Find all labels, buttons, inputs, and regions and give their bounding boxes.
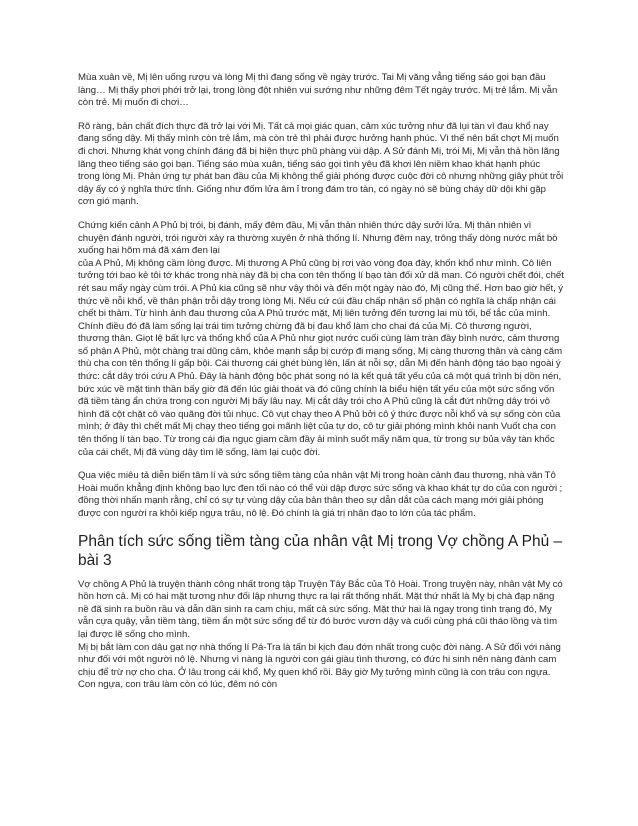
section-heading: Phân tích sức sống tiềm tàng của nhân vật Mị trong Vợ chồng A Phủ – bài 3 xyxy=(78,532,563,569)
document-page xyxy=(78,72,564,703)
paragraph-4: Qua việc miêu tả diễn biến tâm lí và sức sống tiềm tàng của nhân vật Mị trong hoàn cảnh đau thương, nhà văn Tô Hoài muốn khẳng định không bạo lực đen tối nào có thể vùi dập được sức sống và khao khát tự do của con người ; đồng thời nhấn mạnh rằng, chỉ có sự tự vùng dậy của bản thân theo sự dẫn dắt của cách mạng mới giải phóng được con người ra khỏi kiếp ngựa trâu, nô lệ. Đó chính là giá trị nhân đạo to lớn của tác phẩm. xyxy=(78,470,563,519)
paragraph-3: Chứng kiến cảnh A Phủ bị trói, bị đánh, mấy đêm đầu, Mị vẫn thản nhiên thức dậy sưởi lửa. Mị thản nhiên vì chuyện đánh người, trói người xảy ra thường xuyên ở nhà thống lí. Nhưng đêm nay, trông thấy dòng nước mắt bò xuống hai hõm má đã xám đen lại của A Phủ, Mị không cầm lòng được. Mị thương A Phủ cũng bị rơi vào vòng đọa đày, khốn khổ như mình. Cô liên tưởng tới bao kẻ tôi tớ khác trong nhà này đã bị cha con tên thống lí bạo tàn đối xử dã man. Có người chết đói, chết rét sau mấy ngày cùm trói. A Phủ kia cũng sẽ như vậy thôi và đến một ngày nào đó, Mị cũng thế. Hơn bao giờ hết, ý thức về nỗi khổ, về thân phận trỗi dậy trong lòng Mị. Nếu cứ cúi đầu chấp nhận số phận có nghĩa là chấp nhận cái chết bi thảm. Từ hình ảnh đau thương của A Phủ trước mặt, Mị liên tưởng đến tương lai mù tối, bế tắc của mình. Chính điều đó đã làm sống lại trái tim tưởng chừng đã bị đau khổ làm cho chai đá của Mị. Cô thương người, thương thân. Giọt lệ bất lực và thống khổ của A Phủ như giọt nước cuối cùng làm tràn đầy bình nước, cảm thương số phận A Phủ, một chàng trai dũng cảm, khỏe mạnh sắp bị cướp đi mạng sống, Mị càng thương thân và càng căm thù cha con tên thống lí gấp bội. Cái thương cái ghét bùng lên, lấn át nỗi sợ, dẫn Mị đến hành động táo bạo ngoài ý thức: cắt dây trói cứu A Phủ. Đây là hành động bộc phát song nó là kết quả tất yếu của cả một quá trình bị dồn nén, bức xúc về mặt tinh thần bấy giờ đã đến lúc giải thoát và đó cũng chính là biểu hiện tất yếu của một sức sống vốn đã tiềm tàng ẩn chứa trong con người Mị bấy lâu nay. Mị cắt dây trói cho A Phủ cũng là cắt đứt những dây trói vô hình đã cột chặt cô vào quãng đời tủi nhục. Cô vụt chạy theo A Phủ bởi cô ý thức được nỗi khổ và sự sống còn của mình; ở đây thì chết mất Mị chạy theo tiếng gọi mãnh liệt của tự do, cô tự giải phóng mình khỏi nanh Vuốt cha con tên thống lí tàn bạo. Từ trong cái địa ngục giam cầm đầy ải mình suốt mấy năm qua, từ trong sự bủa vây tàn khốc của cái chết, Mị đã vùng dậy tìm lẽ sống, làm lại cuộc đời. xyxy=(78,219,564,458)
paragraph-1: Mùa xuân về, Mị lên uống rượu và lòng Mị thì đang sống về ngày trước. Tai Mị văng vẳng tiếng sáo gọi bạn đầu làng… Mị thấy phơi phới trở lại, trong lòng đột nhiên vui sướng như những đêm Tết ngày trước. Mị trẻ lắm. Mị vẫn còn trẻ. Mị muốn đi chơi… xyxy=(78,72,558,109)
paragraph-5: Vợ chồng A Phủ là truyện thành công nhất trong tập Truyện Tây Bắc của Tô Hoài. Trong truyện này, nhân vật Mỵ có hồn hơn cả. Mị có hai mặt tương như đối lập nhưng thực ra lại rất thống nhất. Mặt thứ nhất là Mỵ bị chà đạp nặng nề đã sinh ra buồn rầu và dẫn dần sinh ra cam chịu, mất cả sức sống. Mặt thứ hai là ngay trong tình trạng đó, Mỵ vẫn cựa quậy, vẫn tiềm tàng, tiềm ẩn một sức sống để từ đó bước vươn dậy và cuối cùng phá cũi tháo lồng và tìm lại được lẽ sống cho mình. Mị bị bắt làm con dâu gạt nợ nhà thống lí Pá-Tra là tấn bi kịch đau đớn nhất trong cuộc đời nàng. A Sử đối với nàng như đối với một người nô lệ. Nhưng vì nàng là người con gái giàu tình thương, có đức hi sinh nên nàng đành cam chịu để trừ nợ cho cha. Ở lâu trong cái khổ, Mỵ quen khổ rồi. Bây giờ Mỵ tưởng mình cũng là con trâu con ngựa. Con ngựa, con trâu làm còn có lúc, đêm nó còn xyxy=(78,578,563,691)
paragraph-2: Rõ ràng, bản chất đích thực đã trở lại với Mị. Tất cả mọi giác quan, cảm xúc tưởng như đã lụi tàn vì đau khổ nay đang sống dậy. Mị thấy mình còn trẻ lắm, mà còn trẻ thì phải được hưởng hạnh phúc. Vì thế nên bất chợt Mị muốn đi chơi. Nhưng khát vọng chính đáng đã bị hiện thực phũ phàng vùi dập. A Sử đánh Mị, trói Mị, Mị vẫn thả hồn lãng lãng theo tiếng sáo gọi bạn. Tiếng sáo mùa xuân, tiếng sáo gọi tình yêu đã khơi lên niềm khao khát hạnh phúc trong lòng Mị. Phản ứng tự phát ban đầu của Mị không thể giải phóng được cuộc đời cô nhưng những giây phút trỗi dậy ấy có ý nghĩa thức tỉnh. Giống như đốm lửa âm ỉ trong đám tro tàn, có ngày nó sẽ bùng cháy dữ dội khi gặp cơn gió mạnh. xyxy=(78,120,564,208)
